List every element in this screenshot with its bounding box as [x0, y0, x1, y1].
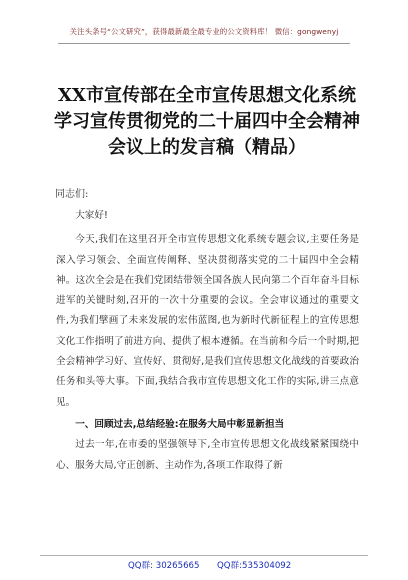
document-body: [56, 206, 359, 476]
greeting: 同志们:: [55, 189, 89, 200]
header-divider: [58, 43, 350, 44]
section-heading-1: 一、回顾过去,总结经验:在服务大局中彰显新担当: [75, 418, 285, 430]
page-header-notice: 关注头条号“公文研究”，获得最新最全最专业的公文资料库！ 微信：gongwenyj: [69, 27, 339, 36]
document-title: XX市宣传部在全市宣传思想文化系统学习宣传贯彻党的二十届四中全会精神会议上的发言稿（精品）: [54, 85, 360, 158]
footer-qq-group-2: QQ群:535304092: [217, 561, 292, 571]
footer-qq-group-1: QQ群: 30265665: [128, 561, 200, 571]
salutation: 大家好!: [75, 210, 108, 221]
body-paragraph-2: 过去一年,在市委的坚强领导下,全市宣传思想文化战线紧紧围绕中心、服务大局,守正创新、主动作为,各项工作取得了新: [56, 439, 359, 471]
footer-divider: [40, 555, 368, 556]
body-paragraph-1: 今天,我们在这里召开全市宣传思想文化系统专题会议,主要任务是深入学习领会、全面宣传阐释、坚决贯彻落实党的二十届四中全会精神。这次全会是在我们党团结带领全国各族人民向第二个百年奋斗目标进军的关键时刻,召开的一次十分重要的会议。全会审议通过的重要文件,为我们擘画了未来发展的宏伟蓝图,也为新时代新征程上的宣传思想文化工作指明了前进方向、提供了根本遵循。在当前和今后一个时期,把全会精神学习好、宣传好、贯彻好,是我们宣传思想文化战线的首要政治任务和头等大事。下面,我结合我市宣传思想文化工作的实际,讲三点意见。: [56, 234, 359, 408]
